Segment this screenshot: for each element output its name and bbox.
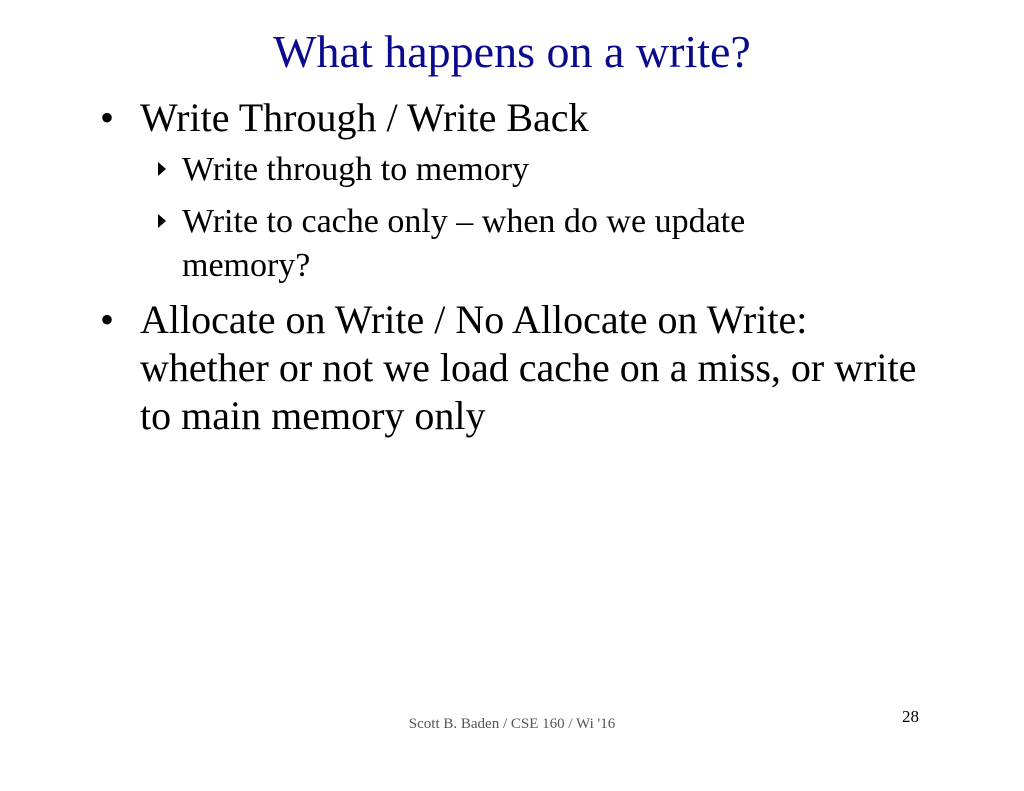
bullet-text: Allocate on Write / No Allocate on Write: whether or not we load cache on a miss, or write to main memory only bbox=[140, 297, 917, 438]
page-number: 28 bbox=[902, 707, 919, 726]
triangle-right-icon bbox=[158, 214, 166, 228]
triangle-right-icon bbox=[158, 162, 166, 176]
sub-bullet-text: Write to cache only – when do we update memory? bbox=[182, 203, 746, 284]
sub-bullet-text: Write through to memory bbox=[182, 151, 530, 188]
bullet-dot: • bbox=[100, 95, 115, 140]
bullet-text: Write Through / Write Back bbox=[140, 95, 589, 140]
slide-title: What happens on a write? bbox=[273, 26, 751, 77]
bullet-dot: • bbox=[100, 297, 115, 342]
bullet-allocate-policy bbox=[100, 296, 920, 440]
slide-footer: Scott B. Baden / CSE 160 / Wi '16 bbox=[408, 716, 616, 732]
sub-bullet-write-cache-only bbox=[158, 200, 838, 288]
sub-bullet-write-through bbox=[158, 148, 838, 192]
bullet-write-policy bbox=[100, 94, 700, 142]
